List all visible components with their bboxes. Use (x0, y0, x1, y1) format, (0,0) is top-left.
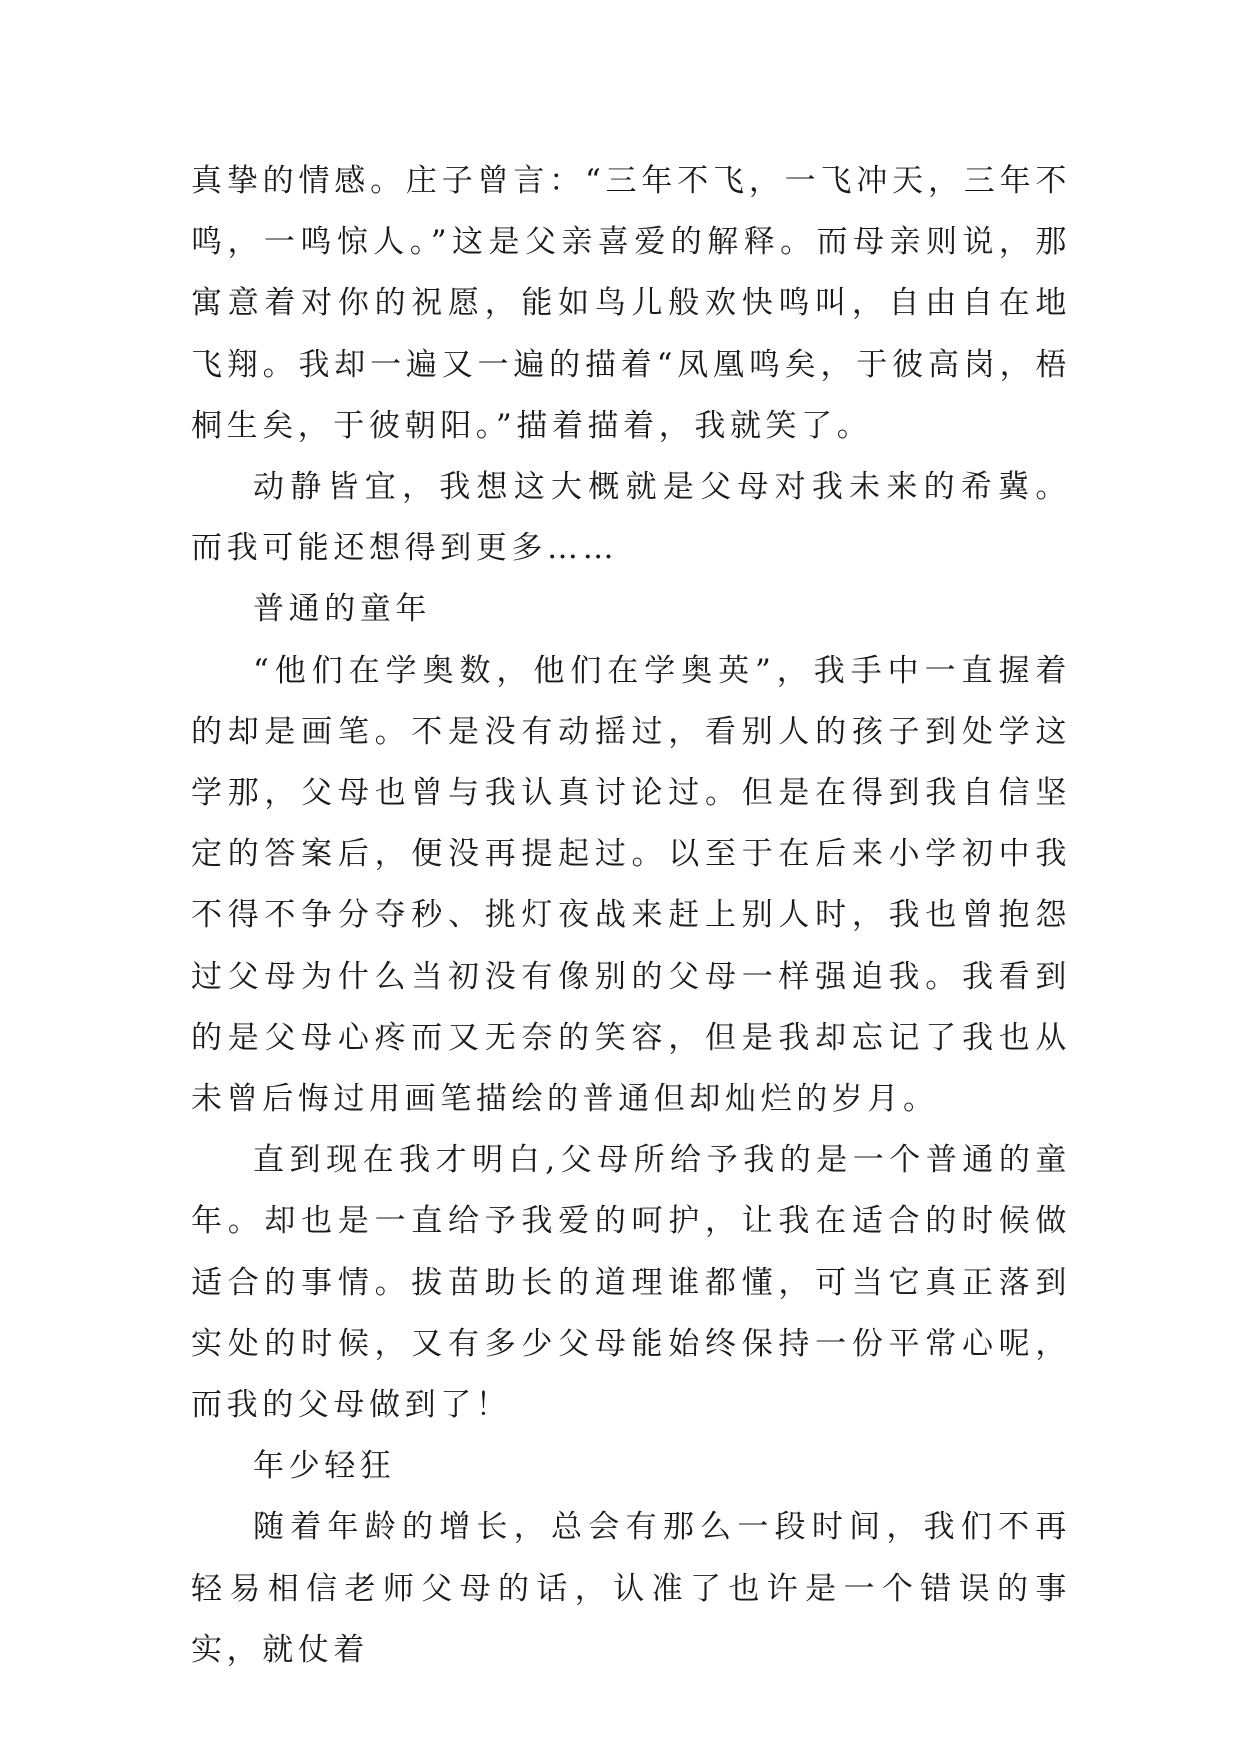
paragraph-childhood-drawing: “他们在学奥数，他们在学奥英”，我手中一直握着的却是画笔。不是没有动摇过，看别人的孩子到处学这学那，父母也曾与我认真讨论过。但是在得到我自信坚定的答案后，便没再提起过。以至于在后来小学初中我不得不争分夺秒、挑灯夜战来赶上别人时，我也曾抱怨过父母为什么当初没有像别的父母一样强迫我。我看到的是父母心疼而又无奈的笑容，但是我却忘记了我也从未曾后悔过用画笔描绘的普通但却灿烂的岁月。 (191, 652, 1071, 1118)
paragraph-expectations: 动静皆宜，我想这大概就是父母对我未来的希冀。而我可能还想得到更多…… (191, 469, 1071, 567)
paragraph-continuation: 真挚的情感。庄子曾言：“三年不飞，一飞冲天，三年不鸣，一鸣惊人。”这是父亲喜爱的解释。而母亲则说，那寓意着对你的祝愿，能如鸟儿般欢快鸣叫，自由自在地飞翔。我却一遍又一遍的描着“凤凰鸣矣，于彼高岗，梧桐生矣，于彼朝阳。”描着描着，我就笑了。 (191, 163, 1071, 444)
paragraph-growing-up: 随着年龄的增长，总会有那么一段时间，我们不再轻易相信老师父母的话，认准了也许是一个错误的事实，就仗着 (191, 1509, 1071, 1668)
section-heading-youthful-arrogance: 年少轻狂 (253, 1448, 396, 1485)
section-heading-ordinary-childhood: 普通的童年 (253, 591, 431, 628)
body-text (191, 151, 1071, 1681)
paragraph-realization: 直到现在我才明白,父母所给予我的是一个普通的童年。却也是一直给予我爱的呵护，让我在适合的时候做适合的事情。拔苗助长的道理谁都懂，可当它真正落到实处的时候，又有多少父母能始终保持一份平常心呢，而我的父母做到了！ (191, 1142, 1071, 1424)
